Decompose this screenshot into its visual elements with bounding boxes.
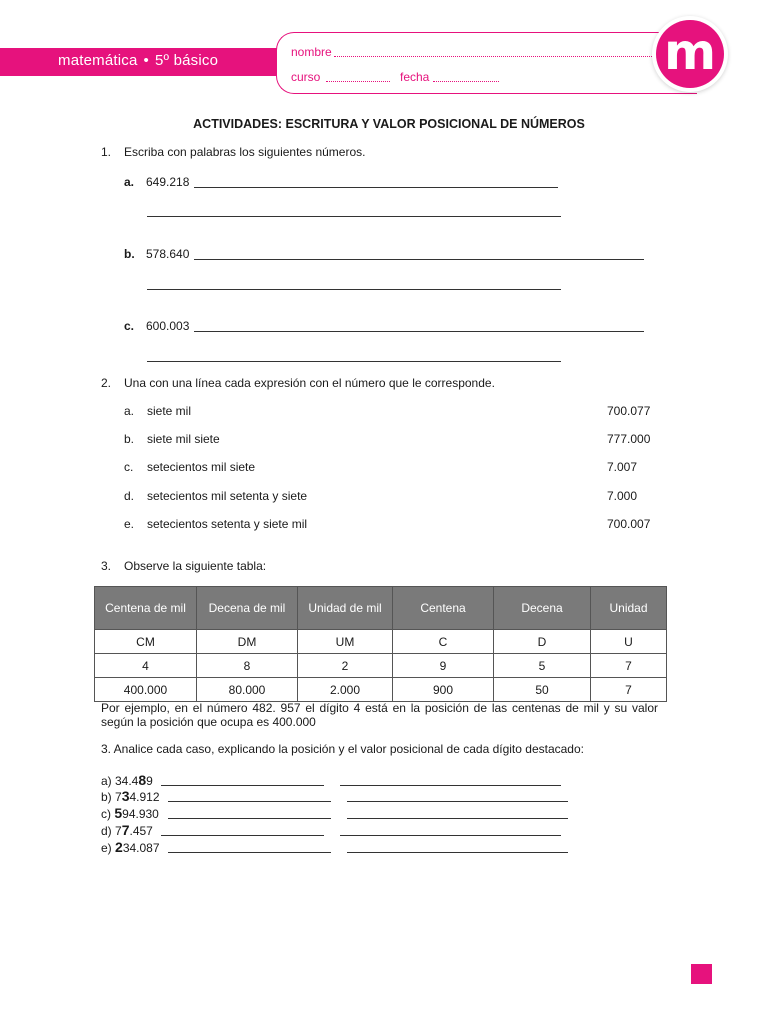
q1-number: 1. [101,145,112,159]
q1-c-answer-line-2[interactable] [147,361,561,362]
date-field[interactable] [433,81,499,82]
q4-e-position-line[interactable] [168,852,331,853]
table-row [95,630,667,654]
q4-item-a-highlight: 8 [138,772,147,788]
q4-item-a [101,772,153,788]
q4-item-d [101,822,153,838]
q2-item-d-expr[interactable]: setecientos mil setenta y siete [147,489,308,503]
table-cell: 9 [393,654,494,678]
subject-label: matemática [58,52,138,69]
page-title: ACTIVIDADES: ESCRITURA Y VALOR POSICIONAL DE NÚMEROS [193,117,585,131]
q2-item-c-expr[interactable]: setecientos mil siete [147,460,256,474]
q1-c-answer-line-1[interactable] [194,331,644,332]
q4-d-position-line[interactable] [161,835,324,836]
q4-e-value-line[interactable] [347,852,568,853]
table-cell: 4 [95,654,197,678]
q4-item-e-highlight: 2 [115,839,123,855]
q4-item-c-suffix: 94.930 [122,807,159,821]
table-cell: 7 [591,678,667,702]
table-cell: C [393,630,494,654]
logo-m-icon: m [656,20,724,88]
q2-item-d-number[interactable]: 7.000 [607,489,638,503]
table-cell: D [494,630,591,654]
q1-b-answer-line-2[interactable] [147,289,561,290]
table-cell: 2 [298,654,393,678]
q1-item-a-value: 649.218 [146,175,190,189]
q2-text: Una con una línea cada expresión con el número que le corresponde. [124,376,495,390]
q4-item-e-suffix: 34.087 [122,841,160,855]
date-label: fecha [400,70,430,84]
q1-item-b-letter: b. [124,247,135,261]
q4-item-c [101,805,159,821]
table-cell: CM [95,630,197,654]
q2-item-a-number[interactable]: 700.077 [607,404,651,418]
q4-b-position-line[interactable] [168,801,331,802]
q4-item-e-prefix: e) [101,841,116,855]
q2-item-d-letter: d. [124,489,135,503]
q4-item-c-prefix: c) [101,807,115,821]
q4-a-position-line[interactable] [161,785,324,786]
q4-item-a-suffix: 9 [146,774,153,788]
q2-number: 2. [101,376,112,390]
bullet: • [143,52,149,69]
q2-item-c-letter: c. [124,460,134,474]
table-header-cell: Centena [393,587,494,630]
q2-item-a-letter: a. [124,404,135,418]
q1-item-c-value: 600.003 [146,319,190,333]
table-cell: 7 [591,654,667,678]
q4-item-b-prefix: b) 7 [101,790,122,804]
q4-item-b-suffix: 4.912 [129,790,160,804]
q1-item-a-letter: a. [124,175,135,189]
q2-item-e-number[interactable]: 700.007 [607,517,651,531]
q4-item-e [101,839,160,855]
q4-b-value-line[interactable] [347,801,568,802]
q4-d-value-line[interactable] [340,835,561,836]
q1-a-answer-line-1[interactable] [194,187,558,188]
q4-item-d-suffix: .457 [129,824,153,838]
q4-a-value-line[interactable] [340,785,561,786]
table-cell: 900 [393,678,494,702]
table-header-cell: Unidad [591,587,667,630]
q1-item-b-value: 578.640 [146,247,190,261]
table-cell: 50 [494,678,591,702]
q2-item-b-number[interactable]: 777.000 [607,432,651,446]
name-label: nombre [291,45,332,59]
q4-text: 3. Analice cada caso, explicando la posición y el valor posicional de cada dígito destacado: [101,742,584,756]
q2-item-a-expr[interactable]: siete mil [147,404,192,418]
place-value-table [94,586,667,702]
table-header-cell: Decena [494,587,591,630]
course-label: curso [291,70,321,84]
table-cell: 5 [494,654,591,678]
name-field[interactable] [334,56,656,57]
q1-a-answer-line-2[interactable] [147,216,561,217]
grade-label: 5º básico [154,52,219,69]
q1-item-c-letter: c. [124,319,135,333]
q4-item-b-highlight: 3 [121,788,130,804]
subject-grade [58,52,218,69]
q4-item-c-highlight: 5 [114,805,123,821]
q2-item-e-letter: e. [124,517,135,531]
table-header-cell: Decena de mil [197,587,298,630]
student-info-box [276,32,697,94]
q4-item-a-prefix: a) 34.4 [101,774,139,788]
table-cell: DM [197,630,298,654]
q4-item-b [101,788,160,804]
table-cell: 8 [197,654,298,678]
q4-item-d-highlight: 7 [121,822,130,838]
table-cell: 2.000 [298,678,393,702]
table-row [95,654,667,678]
q2-item-b-letter: b. [124,432,135,446]
table-row [95,678,667,702]
q1-b-answer-line-1[interactable] [194,259,644,260]
q4-c-position-line[interactable] [168,818,331,819]
q2-item-b-expr[interactable]: siete mil siete [147,432,220,446]
table-header-cell: Centena de mil [95,587,197,630]
table-cell: 80.000 [197,678,298,702]
q4-item-d-prefix: d) 7 [101,824,122,838]
course-field[interactable] [326,81,390,82]
table-cell: UM [298,630,393,654]
table-cell: 400.000 [95,678,197,702]
q1-text: Escriba con palabras los siguientes números. [124,145,366,159]
q3-number: 3. [101,559,112,573]
page-corner-marker [691,964,712,984]
q4-c-value-line[interactable] [347,818,568,819]
q2-item-e-expr[interactable]: setecientos setenta y siete mil [147,517,308,531]
q3-text: Observe la siguiente tabla: [124,559,267,573]
table-cell: U [591,630,667,654]
example-paragraph: Por ejemplo, en el número 482. 957 el dígito 4 está en la posición de las centenas de mil y su valor según la posición que ocupa es 400.000 [101,701,658,729]
q2-item-c-number[interactable]: 7.007 [607,460,638,474]
table-header-row [95,587,667,630]
table-header-cell: Unidad de mil [298,587,393,630]
